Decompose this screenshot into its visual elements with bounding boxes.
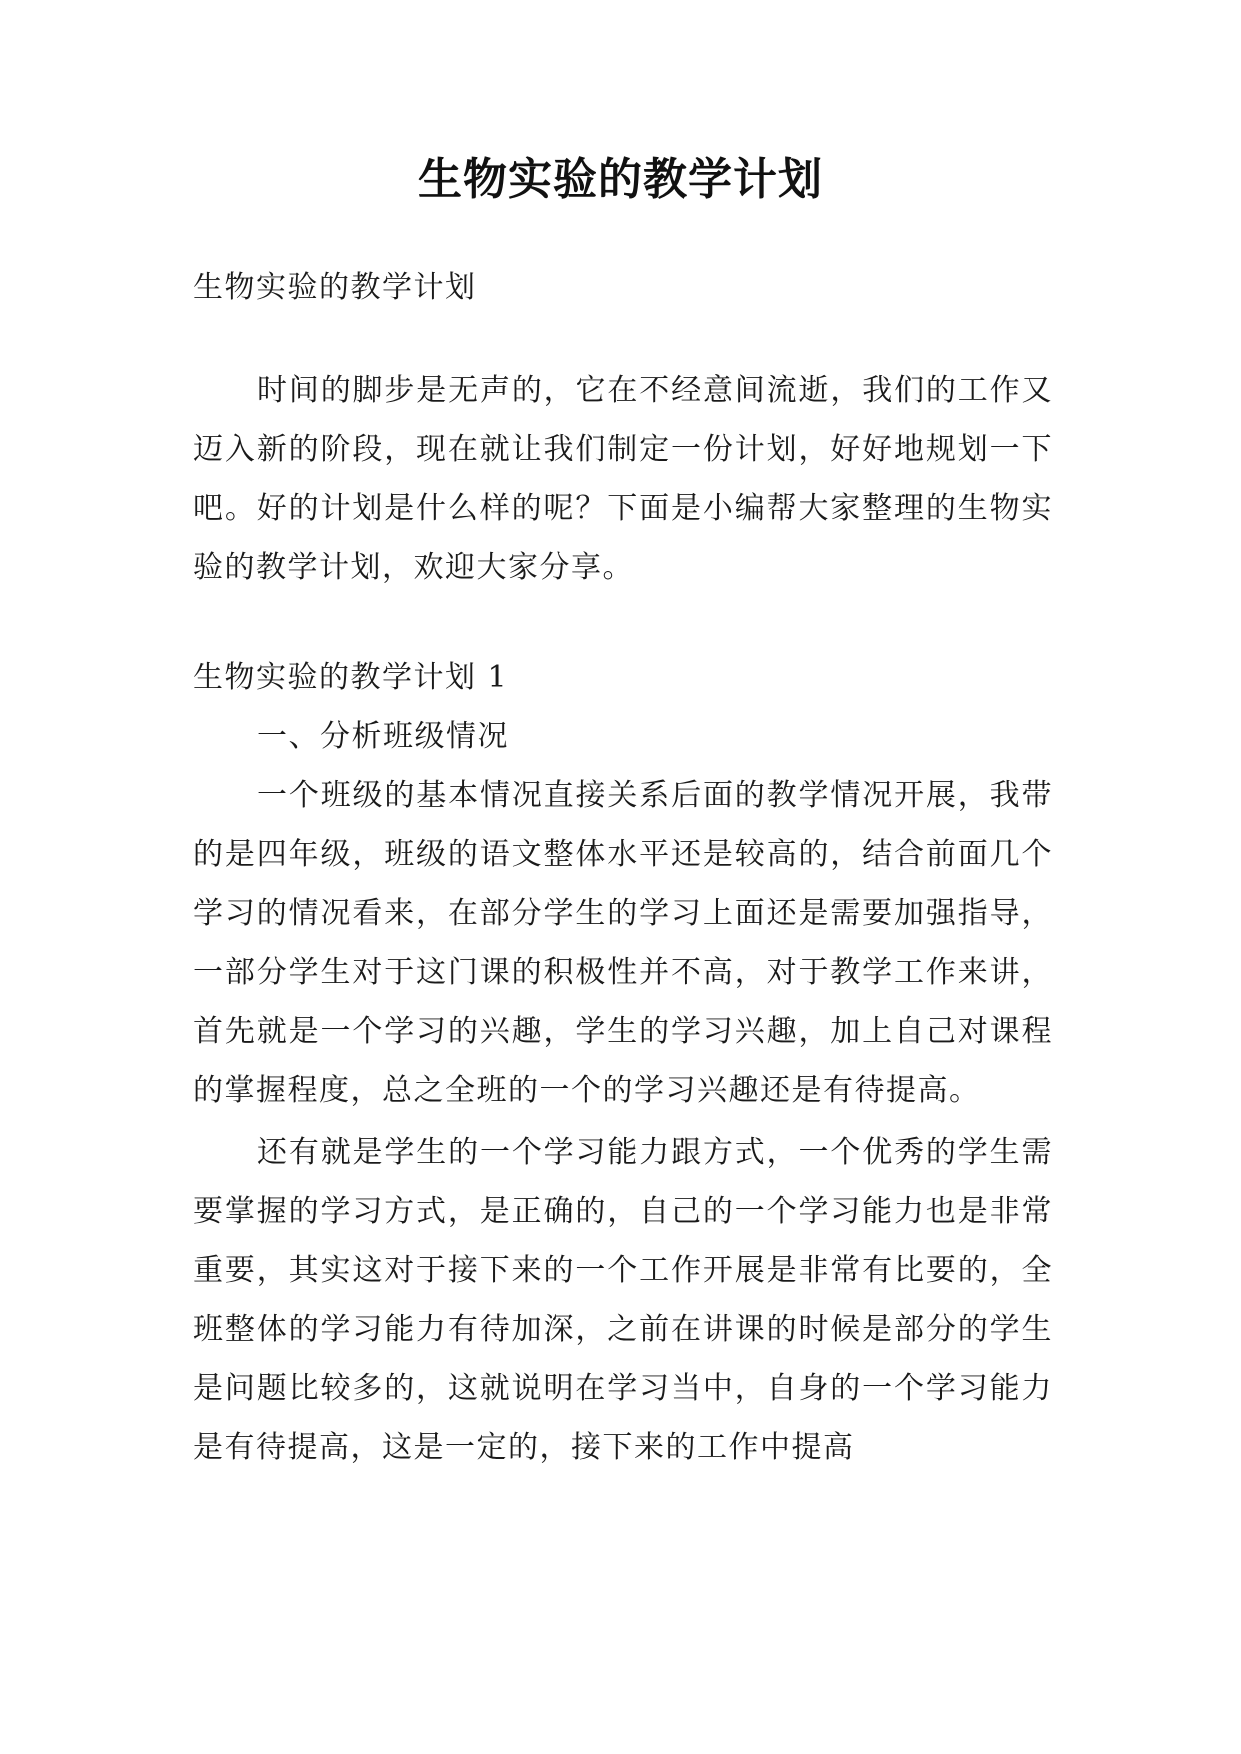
body-paragraph: 一个班级的基本情况直接关系后面的教学情况开展，我带的是四年级，班级的语文整体水平还是较高的，结合前面几个学习的情况看来，在部分学生的学习上面还是需要加强指导，一部分学生对于这门课的积极性并不高，对于教学工作来讲，首先就是一个学习的兴趣，学生的学习兴趣，加上自己对课程的掌握程度，总之全班的一个的学习兴趣还是有待提高。: [193, 778, 1053, 1108]
intro-paragraph: 时间的脚步是无声的，它在不经意间流逝，我们的工作又迈入新的阶段，现在就让我们制定一份计划，好好地规划一下吧。好的计划是什么样的呢？下面是小编帮大家整理的生物实验的教学计划，欢迎大家分享。: [193, 373, 1053, 585]
document-subtitle: 生物实验的教学计划: [193, 270, 477, 305]
section-heading: 生物实验的教学计划 1: [193, 660, 509, 695]
document-title: 生物实验的教学计划: [418, 154, 823, 205]
body-paragraph: 还有就是学生的一个学习能力跟方式，一个优秀的学生需要掌握的学习方式，是正确的，自己的一个学习能力也是非常重要，其实这对于接下来的一个工作开展是非常有比要的，全班整体的学习能力有待加深，之前在讲课的时候是部分的学生是问题比较多的，这就说明在学习当中，自身的一个学习能力是有待提高，这是一定的，接下来的工作中提高: [193, 1135, 1053, 1465]
sub-heading: 一、分析班级情况: [257, 719, 509, 754]
document-body: [193, 258, 1053, 1477]
